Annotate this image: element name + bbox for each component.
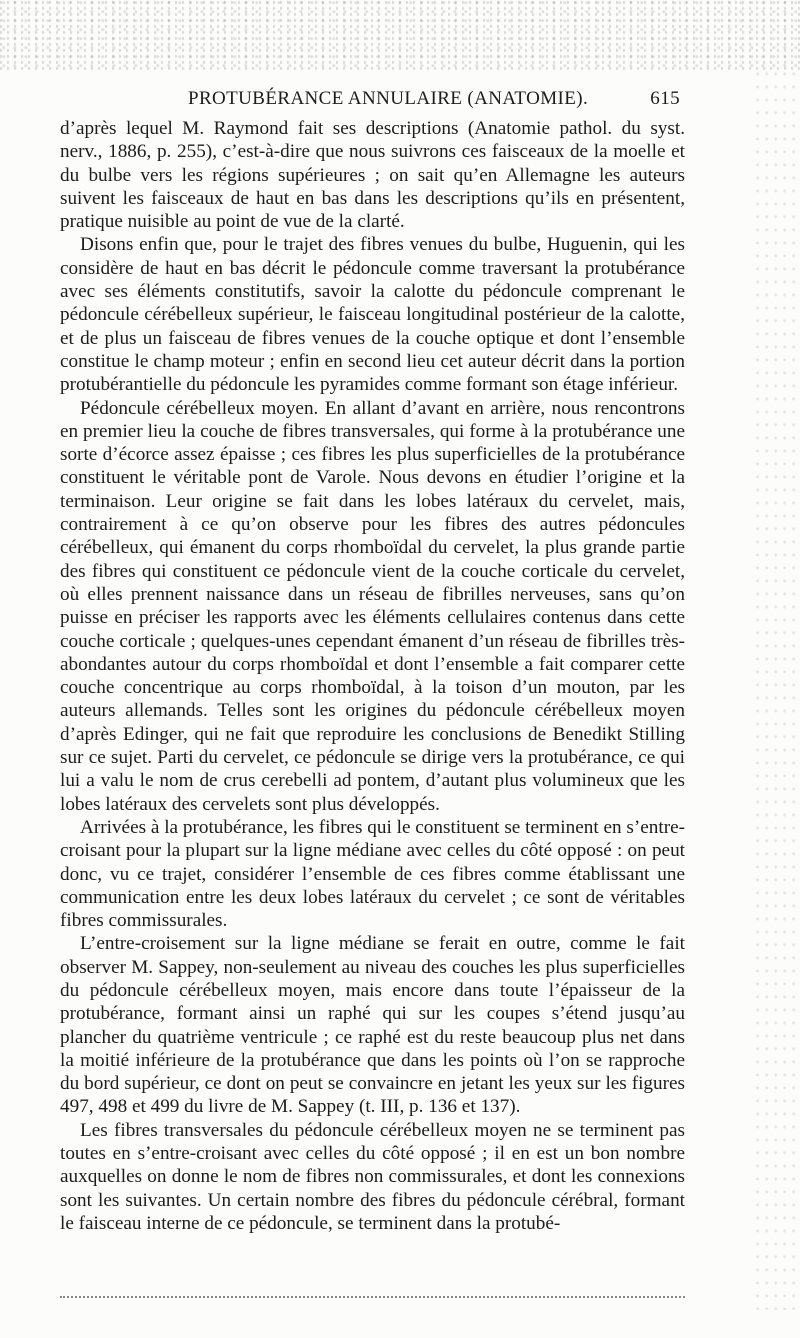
footer-rule xyxy=(60,1296,685,1298)
page-header xyxy=(60,88,680,112)
paragraph: Pédoncule cérébelleux moyen. En allant d’avant en arrière, nous rencontrons en premier lieu la couche de fibres transversales, qui forme à la protubérance une sorte d’écorce assez épaisse ; ces fibres les plus superficielles de la protubérance constituent le véritable pont de Varole. Nous devons en étudier l’origine et la terminaison. Leur origine se fait dans les lobes latéraux du cervelet, mais, contrairement à ce qu’on observe pour les fibres des autres pédoncules cérébelleux, qui émanent du corps rhomboïdal du cervelet, la plus grande partie des fibres qui constituent ce pédoncule vient de la couche corticale du cervelet, où elles prennent naissance dans un réseau de fibrilles nerveuses, sans qu’on puisse en préciser les rapports avec les éléments cellulaires contenus dans cette couche corticale ; quelques-unes cependant émanent d’un réseau de fibrilles très-abondantes autour du corps rhomboïdal et dont l’ensemble a fait comparer cette couche concentrique au corps rhomboïdal, à la toison d’un mouton, par les auteurs allemands. Telles sont les origines du pédoncule cérébelleux moyen d’après Edinger, qui ne fait que reproduire les conclusions de Benedikt Stilling sur ce sujet. Parti du cervelet, ce pédoncule se dirige vers la protubérance, ce qui lui a valu le nom de crus cerebelli ad pontem, d’autant plus volumineux que les lobes latéraux des cervelets sont plus développés. xyxy=(60,397,685,815)
scan-noise-margin xyxy=(755,70,800,1310)
body-text xyxy=(60,117,685,1235)
paragraph: L’entre-croisement sur la ligne médiane se ferait en outre, comme le fait observer M. Sappey, non-seulement au niveau des couches les plus superficielles du pédoncule cérébelleux moyen, mais encore dans toute l’épaisseur de la protubérance, formant ainsi un raphé qui sur les coupes s’étend jusqu’au plancher du quatrième ventricule ; ce raphé est du reste beaucoup plus net dans la moitié inférieure de la protubérance que dans les points où l’on se rapproche du bord supérieur, ce dont on peut se convaincre en jetant les yeux sur les figures 497, 498 et 499 du livre de M. Sappey (t. III, p. 136 et 137). xyxy=(60,933,685,1118)
paragraph: Les fibres transversales du pédoncule cérébelleux moyen ne se terminent pas toutes en s’entre-croisant avec celles du côté opposé ; il en est un bon nombre auxquelles on donne le nom de fibres non commissurales, et dont les connexions sont les suivantes. Un certain nombre des fibres du pédoncule cérébral, formant le faisceau interne de ce pédoncule, se terminent dans la protubé- xyxy=(60,1119,685,1234)
paragraph: Arrivées à la protubérance, les fibres qui le constituent se terminent en s’entre-croisant pour la plupart sur la ligne médiane avec celles du côté opposé : on peut donc, vu ce trajet, considérer l’ensemble de ces fibres comme établissant une communication entre les deux lobes latéraux du cervelet ; ce sont de véritables fibres commissurales. xyxy=(60,816,685,932)
running-title: PROTUBÉRANCE ANNULAIRE (ANATOMIE). xyxy=(188,88,589,109)
paragraph: Disons enfin que, pour le trajet des fibres venues du bulbe, Huguenin, qui les considère de haut en bas décrit le pédoncule comme traversant la protubérance avec ses éléments constitutifs, savoir la calotte du pédoncule comprenant le pédoncule cérébelleux supérieur, le faisceau longitudinal postérieur de la calotte, et de plus un faisceau de fibres venues de la couche optique et dont l’ensemble constitue le champ moteur ; enfin en second lieu cet auteur décrit dans la portion protubérantielle du pédoncule les pyramides comme formant son étage inférieur. xyxy=(60,234,685,396)
paragraph: d’après lequel M. Raymond fait ses descriptions (Anatomie pathol. du syst. nerv., 1886, p. 255), c’est-à-dire que nous suivrons ces faisceaux de la moelle et du bulbe vers les régions supérieures ; on sait qu’en Allemagne les auteurs suivent les faisceaux de haut en bas dans les descriptions qu’ils en présentent, pratique nuisible au point de vue de la clarté. xyxy=(60,118,685,233)
page-number: 615 xyxy=(650,88,680,109)
scan-noise-top xyxy=(0,0,800,70)
